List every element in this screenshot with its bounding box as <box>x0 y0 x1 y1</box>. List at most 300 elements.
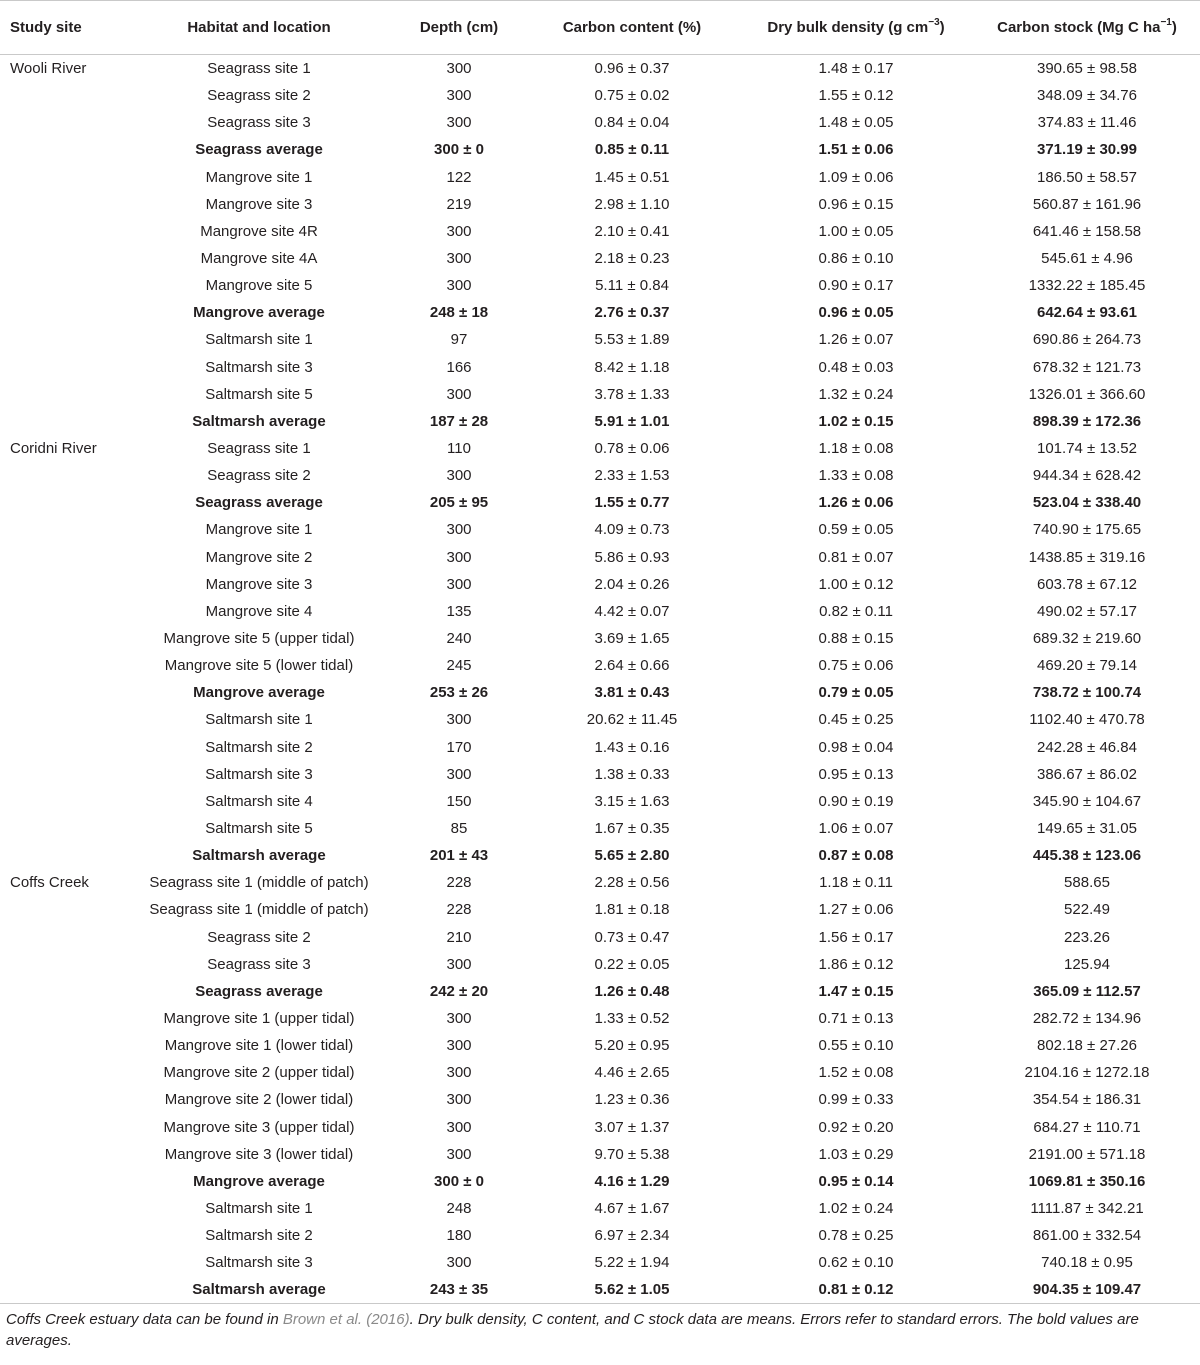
habitat-cell: Mangrove site 1 <box>205 521 313 539</box>
table-row <box>0 109 1200 136</box>
study-site-cell <box>0 1141 126 1168</box>
habitat-cell: Mangrove site 3 (lower tidal) <box>164 1145 354 1163</box>
habitat-cell: Seagrass average <box>195 494 323 512</box>
study-site-cell <box>0 109 126 136</box>
table-row <box>0 1195 1200 1222</box>
table-row <box>0 571 1200 598</box>
bulk-density-cell: 0.86 ± 0.10 <box>818 250 894 268</box>
bulk-density-cell: 0.95 ± 0.14 <box>818 1172 894 1190</box>
carbon-content-cell: 2.28 ± 0.56 <box>594 874 670 892</box>
carbon-stock-cell: 904.35 ± 109.47 <box>974 1276 1200 1304</box>
carbon-stock-cell: 603.78 ± 67.12 <box>1037 575 1137 593</box>
depth-cell: 300 <box>446 222 472 240</box>
carbon-content-cell: 2.04 ± 0.26 <box>594 575 670 593</box>
carbon-content-cell: 2.10 ± 0.41 <box>594 222 670 240</box>
bulk-density-cell: 0.87 ± 0.08 <box>818 847 894 865</box>
habitat-cell: Saltmarsh site 1 <box>205 331 313 349</box>
depth-cell: 240 <box>446 630 472 648</box>
table-row <box>0 191 1200 218</box>
bulk-density-cell: 1.56 ± 0.17 <box>818 928 894 946</box>
study-site-cell <box>0 408 126 435</box>
table-row <box>0 869 1200 896</box>
carbon-content-cell: 1.45 ± 0.51 <box>594 168 670 186</box>
habitat-cell: Mangrove site 5 (upper tidal) <box>163 630 355 648</box>
carbon-stock-cell: 223.26 <box>1064 928 1110 946</box>
carbon-stock-cell: 738.72 ± 100.74 <box>1032 684 1142 702</box>
depth-cell: 228 <box>446 901 472 919</box>
carbon-stock-cell: 282.72 ± 134.96 <box>1032 1009 1142 1027</box>
study-site-cell <box>0 1059 126 1086</box>
depth-cell: 170 <box>446 738 472 756</box>
habitat-cell: Seagrass site 3 <box>207 955 311 973</box>
bulk-density-cell: 0.71 ± 0.13 <box>818 1009 894 1027</box>
table-row <box>0 55 1200 83</box>
carbon-content-cell: 1.23 ± 0.36 <box>594 1091 670 1109</box>
header-bulk-density-close: ) <box>939 19 945 36</box>
carbon-content-cell: 5.22 ± 1.94 <box>594 1254 670 1272</box>
carbon-stock-cell: 1111.87 ± 342.21 <box>1030 1199 1144 1217</box>
table-row <box>0 1222 1200 1249</box>
carbon-content-cell: 5.86 ± 0.93 <box>594 548 670 566</box>
habitat-cell: Mangrove site 5 <box>205 277 313 295</box>
carbon-stock-cell: 802.18 ± 27.26 <box>1037 1037 1137 1055</box>
depth-cell: 180 <box>446 1227 472 1245</box>
study-site-cell: Wooli River <box>10 60 87 78</box>
habitat-cell: Saltmarsh site 4 <box>205 792 313 810</box>
carbon-content-cell: 5.53 ± 1.89 <box>594 331 670 349</box>
carbon-stock-cell: 740.18 ± 0.95 <box>1041 1254 1133 1272</box>
carbon-content-cell: 0.84 ± 0.04 <box>594 114 670 132</box>
depth-cell: 205 ± 95 <box>429 494 489 512</box>
carbon-content-cell: 8.42 ± 1.18 <box>594 358 670 376</box>
table-row <box>0 164 1200 191</box>
carbon-stock-cell: 469.20 ± 79.14 <box>1037 657 1137 675</box>
depth-cell: 300 <box>446 60 472 78</box>
depth-cell: 219 <box>446 195 472 213</box>
carbon-content-cell: 1.55 ± 0.77 <box>594 494 670 512</box>
carbon-content-cell: 3.81 ± 0.43 <box>594 684 670 702</box>
table-row <box>0 354 1200 381</box>
depth-cell: 300 <box>446 1254 472 1272</box>
footnote-text-end: . Dry bulk density, C content, and C stock data are means. Errors refer to standard errors. The bold values are averages. <box>6 1311 1139 1350</box>
bulk-density-cell: 1.27 ± 0.06 <box>818 901 894 919</box>
carbon-content-cell: 5.20 ± 0.95 <box>594 1037 670 1055</box>
study-site-cell: Coffs Creek <box>10 874 89 892</box>
average-row <box>0 1276 1200 1304</box>
carbon-stock-cell: 641.46 ± 158.58 <box>1032 222 1142 240</box>
habitat-cell: Mangrove average <box>193 1172 325 1190</box>
habitat-cell: Mangrove site 4A <box>200 250 318 268</box>
table-row <box>0 381 1200 408</box>
header-habitat: Habitat and location <box>126 1 392 55</box>
carbon-content-cell: 4.16 ± 1.29 <box>594 1172 670 1190</box>
depth-cell: 300 <box>446 765 472 783</box>
habitat-cell: Mangrove site 2 (upper tidal) <box>163 1064 355 1082</box>
study-site-cell <box>0 652 126 679</box>
depth-cell: 97 <box>450 331 468 349</box>
bulk-density-cell: 1.09 ± 0.06 <box>818 168 894 186</box>
habitat-cell: Mangrove site 4R <box>200 222 318 240</box>
carbon-content-cell: 0.85 ± 0.11 <box>594 141 670 159</box>
bulk-density-cell: 0.62 ± 0.10 <box>818 1254 894 1272</box>
header-carbon-stock-text: Carbon stock (Mg C ha <box>997 19 1161 36</box>
study-site-cell <box>0 1222 126 1249</box>
table-row <box>0 544 1200 571</box>
depth-cell: 135 <box>446 602 472 620</box>
footnote-text-start: Coffs Creek estuary data can be found in <box>6 1311 283 1329</box>
depth-cell: 253 ± 26 <box>429 684 489 702</box>
depth-cell: 166 <box>446 358 472 376</box>
table-row <box>0 1005 1200 1032</box>
study-site-cell <box>0 326 126 353</box>
study-site-cell <box>0 164 126 191</box>
bulk-density-cell: 0.88 ± 0.15 <box>818 630 894 648</box>
table-row <box>0 924 1200 951</box>
footnote-reference-link[interactable]: Brown et al. (2016) <box>282 1311 410 1329</box>
table-header <box>0 1 1200 55</box>
depth-cell: 201 ± 43 <box>429 847 489 865</box>
carbon-content-cell: 5.91 ± 1.01 <box>594 412 670 430</box>
study-site-cell <box>0 571 126 598</box>
carbon-stock-cell: 1102.40 ± 470.78 <box>1029 711 1145 729</box>
average-row <box>0 842 1200 869</box>
depth-cell: 300 ± 0 <box>434 141 484 159</box>
carbon-stock-cell: 1326.01 ± 366.60 <box>1028 385 1146 403</box>
average-row <box>0 299 1200 326</box>
study-site-cell <box>0 489 126 516</box>
bulk-density-cell: 0.82 ± 0.11 <box>819 602 893 620</box>
average-row <box>0 679 1200 706</box>
depth-cell: 300 <box>446 1118 472 1136</box>
carbon-stock-cell: 348.09 ± 34.76 <box>1037 87 1137 105</box>
carbon-stock-cell: 689.32 ± 219.60 <box>1032 630 1142 648</box>
study-site-cell <box>0 842 126 869</box>
table-row <box>0 245 1200 272</box>
carbon-content-cell: 6.97 ± 2.34 <box>594 1227 670 1245</box>
bulk-density-cell: 0.98 ± 0.04 <box>818 738 894 756</box>
habitat-cell: Mangrove site 5 (lower tidal) <box>164 657 354 675</box>
carbon-content-cell: 4.67 ± 1.67 <box>594 1199 670 1217</box>
bulk-density-cell: 0.99 ± 0.33 <box>818 1091 894 1109</box>
carbon-stock-cell: 390.65 ± 98.58 <box>1037 60 1137 78</box>
bulk-density-cell: 0.96 ± 0.15 <box>818 195 894 213</box>
carbon-stock-cell: 684.27 ± 110.71 <box>1033 1118 1141 1136</box>
bulk-density-cell: 1.18 ± 0.08 <box>818 440 894 458</box>
study-site-cell <box>0 1276 126 1304</box>
table-row <box>0 1032 1200 1059</box>
depth-cell: 242 ± 20 <box>429 982 489 1000</box>
carbon-stock-cell: 386.67 ± 86.02 <box>1037 765 1137 783</box>
bulk-density-cell: 0.81 ± 0.07 <box>818 548 894 566</box>
bulk-density-cell: 1.00 ± 0.05 <box>818 222 894 240</box>
carbon-stock-cell: 125.94 <box>1064 955 1110 973</box>
study-site-cell <box>0 706 126 733</box>
header-depth: Depth (cm) <box>392 1 526 55</box>
carbon-stock-cell: 545.61 ± 4.96 <box>1041 250 1133 268</box>
carbon-content-cell: 4.46 ± 2.65 <box>594 1064 670 1082</box>
bulk-density-cell: 1.32 ± 0.24 <box>818 385 894 403</box>
carbon-stock-cell: 490.02 ± 57.17 <box>1037 602 1137 620</box>
habitat-cell: Saltmarsh site 5 <box>205 820 313 837</box>
habitat-cell: Mangrove average <box>193 684 325 702</box>
habitat-cell: Mangrove site 2 (lower tidal) <box>164 1091 354 1109</box>
study-site-cell <box>0 978 126 1005</box>
carbon-stock-cell: 898.39 ± 172.36 <box>1032 412 1142 430</box>
carbon-content-cell: 5.65 ± 2.80 <box>594 847 670 865</box>
bulk-density-cell: 0.81 ± 0.12 <box>738 1276 974 1304</box>
header-row <box>0 1 1200 55</box>
table-row <box>0 1141 1200 1168</box>
table-row <box>0 896 1200 923</box>
habitat-cell: Saltmarsh site 2 <box>205 1227 313 1245</box>
header-bulk-density-text: Dry bulk density (g cm <box>767 19 929 36</box>
habitat-cell: Saltmarsh average <box>192 412 326 430</box>
bulk-density-cell: 1.06 ± 0.07 <box>818 820 894 837</box>
carbon-content-cell: 2.33 ± 1.53 <box>594 467 670 485</box>
carbon-content-cell: 2.64 ± 0.66 <box>594 657 670 675</box>
depth-cell: 248 <box>446 1199 472 1217</box>
carbon-stock-cell: 944.34 ± 628.42 <box>1032 467 1142 485</box>
habitat-cell: Saltmarsh average <box>126 1276 392 1304</box>
habitat-cell: Seagrass site 1 (middle of patch) <box>149 901 369 919</box>
depth-cell: 300 <box>446 521 472 539</box>
depth-cell: 110 <box>447 440 471 458</box>
table-row <box>0 82 1200 109</box>
carbon-content-cell: 4.09 ± 0.73 <box>594 521 670 539</box>
bulk-density-cell: 0.90 ± 0.17 <box>818 277 894 295</box>
bulk-density-cell: 0.78 ± 0.25 <box>818 1227 894 1245</box>
table-row <box>0 951 1200 978</box>
depth-cell: 300 <box>446 1145 472 1163</box>
carbon-stock-cell: 588.65 <box>1064 874 1110 892</box>
bulk-density-cell: 1.51 ± 0.06 <box>818 141 894 159</box>
table-row <box>0 1086 1200 1113</box>
carbon-content-cell: 1.26 ± 0.48 <box>594 982 670 1000</box>
carbon-stock-cell: 740.90 ± 175.65 <box>1032 521 1142 539</box>
study-site-cell <box>0 598 126 625</box>
habitat-cell: Mangrove site 4 <box>205 602 313 620</box>
table-row <box>0 815 1200 842</box>
habitat-cell: Mangrove site 1 (lower tidal) <box>164 1037 354 1055</box>
depth-cell: 300 <box>446 467 472 485</box>
study-site-cell <box>0 625 126 652</box>
table-row <box>0 761 1200 788</box>
depth-cell: 300 <box>446 250 472 268</box>
depth-cell: 210 <box>446 928 472 946</box>
study-site-cell <box>0 1005 126 1032</box>
table-row <box>0 734 1200 761</box>
study-site-cell <box>0 462 126 489</box>
bulk-density-cell: 0.55 ± 0.10 <box>818 1037 894 1055</box>
bulk-density-cell: 1.26 ± 0.07 <box>818 331 894 349</box>
study-site-cell <box>0 761 126 788</box>
depth-cell: 243 ± 35 <box>392 1276 526 1304</box>
carbon-stock-cell: 354.54 ± 186.31 <box>1032 1091 1142 1109</box>
depth-cell: 300 <box>446 1091 472 1109</box>
carbon-content-cell: 5.62 ± 1.05 <box>526 1276 738 1304</box>
habitat-cell: Mangrove site 1 <box>205 168 313 186</box>
bulk-density-cell: 1.00 ± 0.12 <box>818 575 894 593</box>
habitat-cell: Saltmarsh site 2 <box>205 738 313 756</box>
habitat-cell: Saltmarsh site 1 <box>205 1199 313 1217</box>
depth-cell: 300 <box>446 1064 472 1082</box>
table-row <box>0 788 1200 815</box>
carbon-content-cell: 0.78 ± 0.06 <box>594 440 670 458</box>
bulk-density-cell: 0.92 ± 0.20 <box>818 1118 894 1136</box>
header-carbon-content: Carbon content (%) <box>526 1 738 55</box>
carbon-content-cell: 3.69 ± 1.65 <box>594 630 670 648</box>
carbon-content-cell: 1.38 ± 0.33 <box>594 765 670 783</box>
habitat-cell: Seagrass site 1 <box>207 440 311 458</box>
study-site-cell <box>0 1195 126 1222</box>
study-site-cell <box>0 788 126 815</box>
bulk-density-cell: 0.79 ± 0.05 <box>818 684 894 702</box>
bulk-density-cell: 1.33 ± 0.08 <box>818 467 894 485</box>
habitat-cell: Seagrass site 2 <box>207 467 311 485</box>
bulk-density-cell: 0.90 ± 0.19 <box>818 792 894 810</box>
study-site-cell <box>0 1032 126 1059</box>
header-bulk-density-exponent: −3 <box>928 17 940 28</box>
habitat-cell: Seagrass site 3 <box>207 114 311 132</box>
habitat-cell: Saltmarsh site 3 <box>205 1254 313 1272</box>
habitat-cell: Mangrove site 2 <box>205 548 313 566</box>
carbon-content-cell: 2.76 ± 0.37 <box>594 304 670 322</box>
table-body <box>0 55 1200 1304</box>
bulk-density-cell: 1.48 ± 0.17 <box>818 60 894 78</box>
study-site-cell <box>0 951 126 978</box>
average-row <box>0 408 1200 435</box>
table-row <box>0 218 1200 245</box>
depth-cell: 150 <box>446 792 472 810</box>
header-carbon-stock-close: ) <box>1171 19 1177 36</box>
carbon-stock-cell: 2191.00 ± 571.18 <box>1028 1145 1146 1163</box>
habitat-cell: Mangrove average <box>193 304 325 322</box>
study-site-cell <box>0 245 126 272</box>
bulk-density-cell: 1.02 ± 0.24 <box>818 1199 894 1217</box>
carbon-content-cell: 3.07 ± 1.37 <box>594 1118 670 1136</box>
habitat-cell: Seagrass average <box>195 141 323 159</box>
carbon-content-cell: 2.18 ± 0.23 <box>594 250 670 268</box>
bulk-density-cell: 1.86 ± 0.12 <box>818 955 894 973</box>
carbon-stock-cell: 642.64 ± 93.61 <box>1037 304 1137 322</box>
habitat-cell: Saltmarsh average <box>192 847 326 865</box>
carbon-content-cell: 1.81 ± 0.18 <box>594 901 670 919</box>
habitat-cell: Mangrove site 1 (upper tidal) <box>163 1009 355 1027</box>
bulk-density-cell: 1.52 ± 0.08 <box>818 1064 894 1082</box>
depth-cell: 300 <box>446 385 472 403</box>
table-row <box>0 652 1200 679</box>
carbon-stock-cell: 1332.22 ± 185.45 <box>1028 277 1146 295</box>
study-site-cell <box>0 924 126 951</box>
average-row <box>0 978 1200 1005</box>
carbon-content-cell: 1.33 ± 0.52 <box>594 1009 670 1027</box>
carbon-content-cell: 4.42 ± 0.07 <box>594 602 670 620</box>
carbon-content-cell: 0.96 ± 0.37 <box>594 60 670 78</box>
average-row <box>0 136 1200 163</box>
bulk-density-cell: 0.45 ± 0.25 <box>818 711 894 729</box>
table-footnote <box>0 1304 1200 1351</box>
habitat-cell: Mangrove site 3 <box>205 575 313 593</box>
carbon-stock-cell: 522.49 <box>1064 901 1110 919</box>
depth-cell: 300 <box>446 1009 472 1027</box>
carbon-stock-cell: 345.90 ± 104.67 <box>1032 792 1142 810</box>
study-site-cell <box>0 299 126 326</box>
depth-cell: 300 <box>446 277 472 295</box>
carbon-stock-cell: 523.04 ± 338.40 <box>1032 494 1142 512</box>
habitat-cell: Seagrass site 1 (middle of patch) <box>149 874 369 892</box>
carbon-stock-cell: 371.19 ± 30.99 <box>1037 141 1137 159</box>
header-bulk-density <box>738 1 974 55</box>
depth-cell: 300 <box>446 575 472 593</box>
study-site-cell <box>0 82 126 109</box>
habitat-cell: Saltmarsh site 3 <box>205 358 313 376</box>
study-site-cell: Coridni River <box>10 440 97 458</box>
depth-cell: 300 <box>446 1037 472 1055</box>
study-site-cell <box>0 516 126 543</box>
habitat-cell: Mangrove site 3 (upper tidal) <box>163 1118 355 1136</box>
study-site-cell <box>0 896 126 923</box>
study-site-cell <box>0 815 126 842</box>
study-site-cell <box>0 1086 126 1113</box>
average-row <box>0 489 1200 516</box>
table-row <box>0 1059 1200 1086</box>
habitat-cell: Saltmarsh site 3 <box>205 765 313 783</box>
bulk-density-cell: 0.59 ± 0.05 <box>818 521 894 539</box>
bulk-density-cell: 1.02 ± 0.15 <box>818 412 894 430</box>
header-carbon-stock <box>974 1 1200 55</box>
bulk-density-cell: 0.96 ± 0.05 <box>818 304 894 322</box>
study-site-cell <box>0 734 126 761</box>
habitat-cell: Seagrass site 2 <box>207 928 311 946</box>
carbon-stock-cell: 374.83 ± 11.46 <box>1037 114 1137 132</box>
carbon-content-cell: 1.67 ± 0.35 <box>594 820 670 837</box>
carbon-stock-cell: 365.09 ± 112.57 <box>1033 982 1141 1000</box>
habitat-cell: Mangrove site 3 <box>205 195 313 213</box>
carbon-stock-cell: 1438.85 ± 319.16 <box>1028 548 1146 566</box>
study-site-cell <box>0 679 126 706</box>
table-row <box>0 598 1200 625</box>
depth-cell: 300 <box>446 955 472 973</box>
study-site-cell <box>0 1168 126 1195</box>
depth-cell: 300 ± 0 <box>434 1172 484 1190</box>
carbon-stock-cell: 149.65 ± 31.05 <box>1037 820 1137 837</box>
carbon-stock-cell: 560.87 ± 161.96 <box>1032 195 1142 213</box>
table-row <box>0 706 1200 733</box>
table-row <box>0 1113 1200 1140</box>
carbon-stock-cell: 1069.81 ± 350.16 <box>1028 1172 1146 1190</box>
depth-cell: 228 <box>446 874 472 892</box>
table-row <box>0 1249 1200 1276</box>
average-row <box>0 1168 1200 1195</box>
study-site-cell <box>0 218 126 245</box>
study-site-cell <box>0 381 126 408</box>
carbon-content-cell: 9.70 ± 5.38 <box>594 1145 670 1163</box>
bulk-density-cell: 1.18 ± 0.11 <box>819 874 893 892</box>
depth-cell: 300 <box>446 87 472 105</box>
habitat-cell: Seagrass site 2 <box>207 87 311 105</box>
carbon-stock-cell: 186.50 ± 58.57 <box>1037 168 1137 186</box>
bulk-density-cell: 1.48 ± 0.05 <box>818 114 894 132</box>
table-row <box>0 462 1200 489</box>
table-row <box>0 516 1200 543</box>
carbon-stock-cell: 101.74 ± 13.52 <box>1037 440 1137 458</box>
bulk-density-cell: 0.95 ± 0.13 <box>818 765 894 783</box>
bulk-density-cell: 1.47 ± 0.15 <box>818 982 894 1000</box>
carbon-content-cell: 2.98 ± 1.10 <box>594 195 670 213</box>
carbon-content-cell: 3.15 ± 1.63 <box>594 792 670 810</box>
habitat-cell: Saltmarsh site 1 <box>205 711 313 729</box>
depth-cell: 187 ± 28 <box>429 412 489 430</box>
